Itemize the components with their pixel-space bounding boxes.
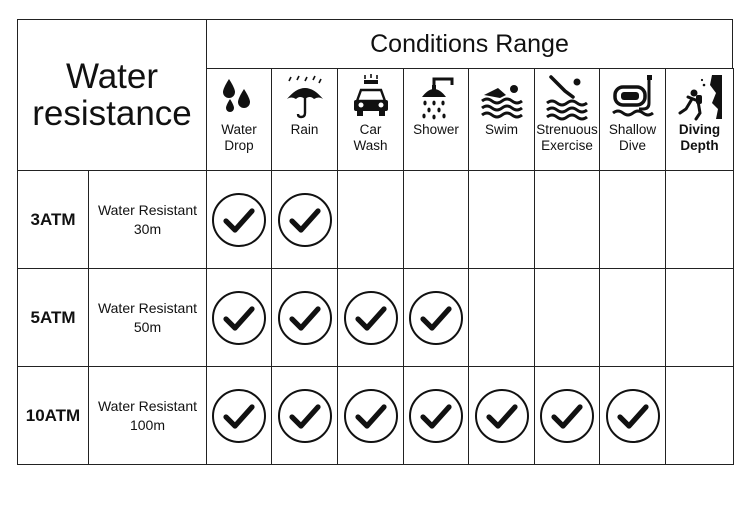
condition-cell (665, 170, 734, 269)
check-circle-icon (277, 290, 333, 346)
condition-cell (206, 268, 272, 367)
check-circle-icon (211, 290, 267, 346)
shower-icon (412, 73, 460, 121)
check-circle-icon (277, 388, 333, 444)
condition-header (599, 68, 666, 171)
car-wash-icon (347, 73, 395, 121)
condition-cell (337, 268, 404, 367)
resistance-depth: Water Resistant 50m (88, 268, 207, 367)
check-circle-icon (277, 192, 333, 248)
resistance-depth: Water Resistant 30m (88, 170, 207, 269)
check-circle-icon (343, 290, 399, 346)
diving-swimmer-icon (543, 73, 591, 121)
conditions-range-heading (206, 19, 733, 69)
condition-header (534, 68, 600, 171)
check-circle-icon (211, 192, 267, 248)
title-text: Water resistance (32, 57, 192, 133)
scuba-diver-icon (676, 73, 724, 121)
condition-cell (468, 268, 535, 367)
condition-cell (271, 170, 338, 269)
check-circle-icon (408, 388, 464, 444)
conditions-range-text: Conditions Range (370, 29, 569, 58)
condition-label: Rain (290, 122, 319, 137)
condition-cell (665, 268, 734, 367)
condition-label: Swim (485, 122, 518, 137)
swimmer-icon (478, 73, 526, 121)
check-circle-icon (474, 388, 530, 444)
condition-label: Shower (413, 122, 459, 137)
condition-header (337, 68, 404, 171)
condition-cell (271, 366, 338, 465)
condition-cell (468, 366, 535, 465)
condition-cell (534, 366, 600, 465)
atm-rating: 3ATM (17, 170, 89, 269)
umbrella-rain-icon (281, 73, 329, 121)
condition-label: Car Wash (353, 122, 388, 153)
condition-cell (403, 366, 469, 465)
condition-header (271, 68, 338, 171)
condition-cell (534, 170, 600, 269)
condition-cell (534, 268, 600, 367)
resistance-depth: Water Resistant 100m (88, 366, 207, 465)
check-circle-icon (539, 388, 595, 444)
condition-cell (206, 170, 272, 269)
check-circle-icon (408, 290, 464, 346)
check-circle-icon (343, 388, 399, 444)
condition-cell (599, 366, 666, 465)
condition-cell (403, 268, 469, 367)
condition-cell (271, 268, 338, 367)
condition-cell (337, 366, 404, 465)
condition-label: Water Drop (221, 122, 257, 153)
condition-cell (665, 366, 734, 465)
condition-cell (403, 170, 469, 269)
condition-cell (599, 170, 666, 269)
condition-header (403, 68, 469, 171)
condition-cell (206, 366, 272, 465)
check-circle-icon (605, 388, 661, 444)
condition-cell (599, 268, 666, 367)
table-title (17, 19, 207, 171)
condition-cell (468, 170, 535, 269)
condition-header (206, 68, 272, 171)
atm-rating: 10ATM (17, 366, 89, 465)
condition-label: Shallow Dive (608, 122, 657, 153)
water-resistance-table (17, 19, 733, 465)
condition-cell (337, 170, 404, 269)
atm-rating: 5ATM (17, 268, 89, 367)
water-drop-icon (215, 73, 263, 121)
condition-header (468, 68, 535, 171)
condition-label: Strenuous Exercise (536, 122, 598, 153)
snorkel-mask-icon (609, 73, 657, 121)
condition-label: Diving Depth (678, 122, 721, 153)
condition-header (665, 68, 734, 171)
check-circle-icon (211, 388, 267, 444)
